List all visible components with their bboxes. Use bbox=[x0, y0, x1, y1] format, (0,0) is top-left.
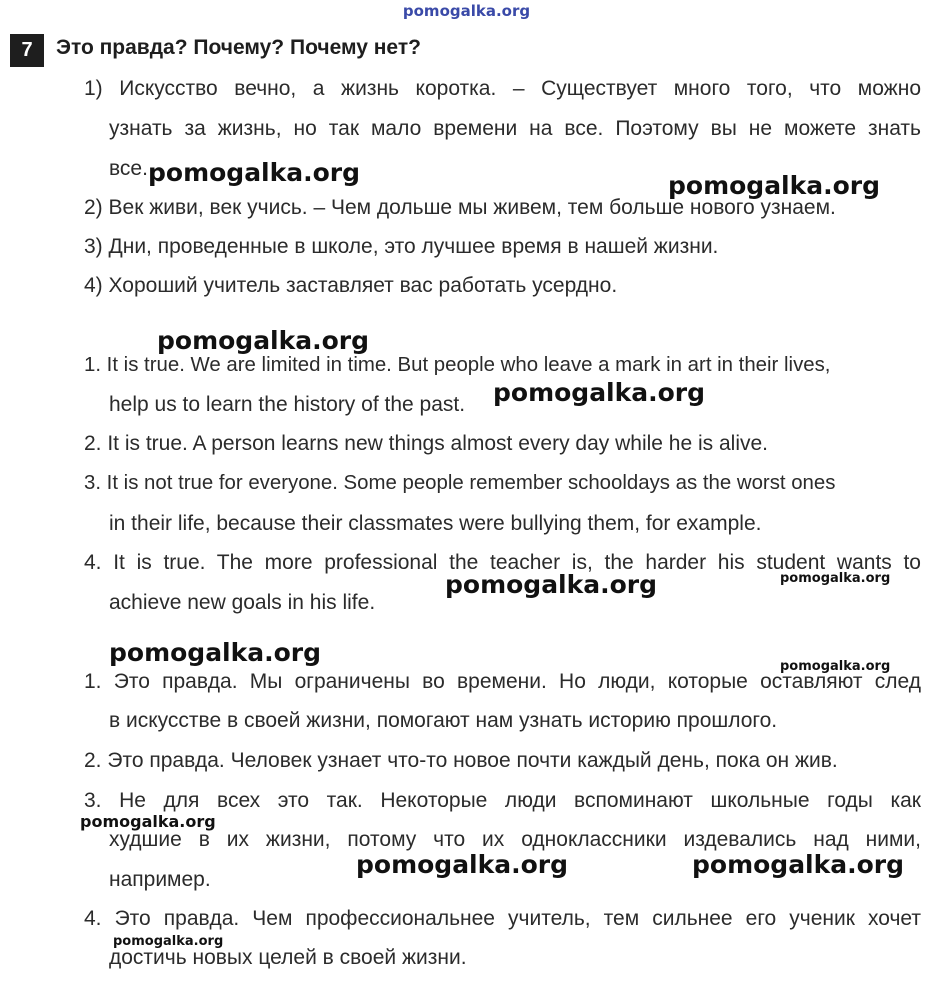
watermark: pomogalka.org bbox=[148, 158, 361, 187]
watermark: pomogalka.org bbox=[780, 659, 891, 674]
watermark: pomogalka.org bbox=[109, 638, 322, 667]
exercise-title: Это правда? Почему? Почему нет? bbox=[56, 36, 421, 59]
answer-en-3-line-1: 3. It is not true for everyone. Some people remember schooldays as the worst ones bbox=[84, 472, 836, 494]
watermark: pomogalka.org bbox=[157, 326, 370, 355]
answer-en-4-line-1: 4. It is true. The more professional the teacher is, the harder his student wants to bbox=[84, 551, 921, 574]
answer-ru-3-line-2: худшие в их жизни, потому что их одноклассники издевались над ними, bbox=[109, 828, 921, 851]
watermark: pomogalka.org bbox=[668, 171, 881, 200]
statement-1-line-3: все. bbox=[109, 157, 148, 180]
answer-ru-3-line-3: например. bbox=[109, 868, 211, 891]
answer-ru-1-line-1: 1. Это правда. Мы ограничены во времени. Но люди, которые оставляют след bbox=[84, 670, 921, 693]
statement-2: 2) Век живи, век учись. – Чем дольше мы живем, тем больше нового узнаем. bbox=[84, 196, 836, 219]
answer-ru-2: 2. Это правда. Человек узнает что-то новое почти каждый день, пока он жив. bbox=[84, 749, 838, 772]
watermark: pomogalka.org bbox=[356, 850, 569, 879]
statement-1-line-2: узнать за жизнь, но так мало времени на все. Поэтому вы не можете знать bbox=[109, 117, 921, 140]
answer-ru-4-line-1: 4. Это правда. Чем профессиональнее учитель, тем сильнее его ученик хочет bbox=[84, 907, 921, 930]
watermark: pomogalka.org bbox=[493, 378, 706, 407]
top-watermark: pomogalka.org bbox=[402, 2, 531, 20]
answer-en-3-line-2: in their life, because their classmates were bullying them, for example. bbox=[109, 512, 762, 535]
answer-en-2: 2. It is true. A person learns new things almost every day while he is alive. bbox=[84, 432, 769, 455]
answer-en-4-line-2: achieve new goals in his life. bbox=[109, 591, 376, 614]
statement-4: 4) Хороший учитель заставляет вас работать усердно. bbox=[84, 274, 618, 297]
answer-ru-3-line-1: 3. Не для всех это так. Некоторые люди вспоминают школьные годы как bbox=[84, 789, 921, 812]
answer-ru-4-line-2: достичь новых целей в своей жизни. bbox=[109, 946, 467, 969]
statement-3: 3) Дни, проведенные в школе, это лучшее время в нашей жизни. bbox=[84, 235, 719, 258]
watermark: pomogalka.org bbox=[445, 570, 658, 599]
watermark: pomogalka.org bbox=[113, 934, 224, 949]
answer-en-1-line-2: help us to learn the history of the past. bbox=[109, 393, 466, 416]
answer-en-1-line-1: 1. It is true. We are limited in time. But people who leave a mark in art in their lives, bbox=[84, 354, 831, 376]
statement-1-line-1: 1) Искусство вечно, а жизнь коротка. – Существует много того, что можно bbox=[84, 77, 921, 100]
exercise-number-badge: 7 bbox=[10, 34, 44, 67]
watermark: pomogalka.org bbox=[692, 850, 905, 879]
watermark: pomogalka.org bbox=[80, 812, 216, 831]
answer-ru-1-line-2: в искусстве в своей жизни, помогают нам узнать историю прошлого. bbox=[109, 709, 778, 732]
watermark: pomogalka.org bbox=[780, 571, 891, 586]
